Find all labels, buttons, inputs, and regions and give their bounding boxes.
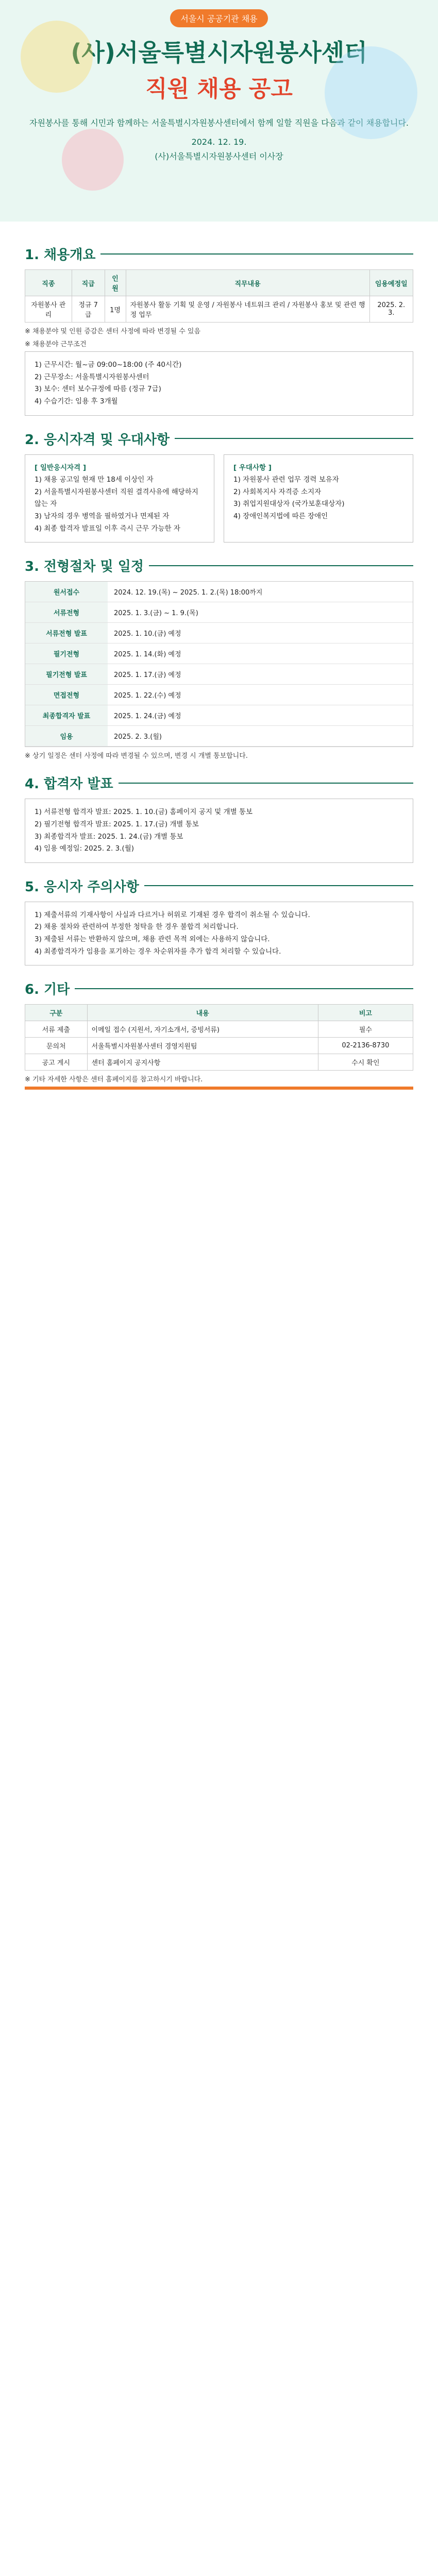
closing-note: ※ 기타 자세한 사항은 센터 홈페이지를 참고하시기 바랍니다. — [25, 1076, 203, 1084]
table-header-date: 임용예정일 — [369, 270, 413, 296]
step-stage: 원서접수 — [25, 582, 108, 602]
qualification-columns — [25, 454, 413, 543]
preference-item: 4) 장애인복지법에 따른 장애인 — [233, 512, 328, 520]
condition-item: 3) 보수: 센터 보수규정에 따름 (정규 7급) — [35, 385, 161, 394]
hero-decoration-blob — [21, 21, 93, 93]
section-1-note-2: ※ 채용분야 근무조건 — [25, 341, 87, 348]
step-stage: 서류전형 발표 — [25, 623, 108, 643]
table-cell-date: 2025. 2. 3. — [369, 296, 413, 323]
caution-box — [25, 902, 413, 966]
general-item: 1) 채용 공고일 현재 만 18세 이상인 자 — [35, 476, 154, 484]
etc-cell: 문의처 — [25, 1038, 88, 1054]
content — [0, 222, 438, 1110]
section-1-note-1: ※ 채용분야 및 인원 증감은 센터 사정에 따라 변경될 수 있음 — [25, 328, 201, 335]
section-5-header — [25, 876, 413, 895]
table-row — [25, 1038, 413, 1054]
preference-box — [224, 454, 413, 543]
etc-cell: 공고 게시 — [25, 1054, 88, 1071]
table-header-rank: 직급 — [72, 270, 105, 296]
section-divider — [144, 885, 413, 886]
etc-header: 내용 — [87, 1005, 318, 1021]
etc-header: 구분 — [25, 1005, 88, 1021]
section-4-header — [25, 773, 413, 792]
section-divider — [175, 438, 413, 439]
hero-org: (사)서울특별시자원봉사센터 이사장 — [155, 151, 283, 161]
section-3-title: 3. 전형절차 및 일정 — [25, 559, 144, 575]
preference-item: 3) 취업지원대상자 (국가보훈대상자) — [233, 500, 345, 509]
step-desc: 2025. 1. 17.(금) 예정 — [108, 664, 413, 685]
etc-table — [25, 1004, 413, 1071]
table-row — [25, 296, 413, 323]
table-cell-rank: 정규 7급 — [72, 296, 105, 323]
section-5-title: 5. 응시자 주의사항 — [25, 879, 139, 895]
step-stage: 최종합격자 발표 — [25, 705, 108, 726]
general-item: 2) 서울특별시자원봉사센터 직원 결격사유에 해당하지 않는 자 — [35, 487, 198, 509]
section-3-note: ※ 상기 일정은 센터 사정에 따라 변경될 수 있으며, 변경 시 개별 통보합니다. — [25, 752, 248, 760]
announcement-item: 2) 필기전형 합격자 발표: 2025. 1. 17.(금) 개별 통보 — [35, 820, 199, 828]
section-divider — [75, 988, 413, 989]
table-header-duty: 직무내용 — [126, 270, 369, 296]
etc-cell: 센터 홈페이지 공지사항 — [87, 1054, 318, 1071]
hero-org-title: (사)서울특별시자원봉사센터 — [71, 39, 367, 66]
condition-item: 2) 근무장소: 서울특별시자원봉사센터 — [35, 372, 149, 381]
general-qualification-box — [25, 454, 214, 543]
table-cell-duty: 자원봉사 활동 기획 및 운영 / 자원봉사 네트워크 관리 / 자원봉사 홍보 및 관련 행정 업무 — [126, 296, 369, 323]
general-qualification-title: [ 일반응시자격 ] — [35, 463, 86, 472]
section-divider — [100, 253, 413, 255]
section-divider — [119, 783, 413, 784]
section-1-title: 1. 채용개요 — [25, 247, 96, 263]
step-stage: 서류전형 — [25, 602, 108, 623]
hero-title: 직원 채용 공고 — [145, 76, 293, 103]
step-desc: 2025. 1. 24.(금) 예정 — [108, 705, 413, 726]
section-3-header — [25, 556, 413, 575]
preference-title: [ 우대사항 ] — [233, 463, 272, 472]
caution-item: 2) 채용 절차와 관련하여 부정한 청탁을 한 경우 불합격 처리합니다. — [35, 923, 239, 931]
step-desc: 2025. 2. 3.(월) — [108, 726, 413, 747]
hero-pill: 서울시 공공기관 채용 — [170, 9, 267, 27]
conditions-box — [25, 351, 413, 416]
etc-cell: 02-2136-8730 — [318, 1038, 413, 1054]
preference-item: 2) 사회복지사 자격증 소지자 — [233, 487, 322, 496]
schedule-steps — [25, 581, 413, 747]
etc-cell: 이메일 접수 (지원서, 자기소개서, 증빙서류) — [87, 1021, 318, 1038]
general-item: 4) 최종 합격자 발표일 이후 즉시 근무 가능한 자 — [35, 524, 180, 533]
hero-decoration-blob — [325, 46, 417, 139]
table-header-count: 인원 — [105, 270, 126, 296]
hero-lead: 자원봉사를 통해 시민과 함께하는 서울특별시자원봉사센터에서 함께 일할 직원을 다음과 같이 채용합니다. — [29, 118, 409, 128]
section-2-title: 2. 응시자격 및 우대사항 — [25, 432, 170, 448]
announcement-box — [25, 799, 413, 863]
table-row — [25, 1054, 413, 1071]
etc-header: 비고 — [318, 1005, 413, 1021]
announcement-item: 3) 최종합격자 발표: 2025. 1. 24.(금) 개별 통보 — [35, 832, 183, 841]
condition-item: 4) 수습기간: 임용 후 3개월 — [35, 397, 118, 405]
step-stage: 필기전형 발표 — [25, 664, 108, 685]
etc-cell: 필수 — [318, 1021, 413, 1038]
recruitment-table — [25, 269, 413, 323]
step-stage: 필기전형 — [25, 643, 108, 664]
section-divider — [149, 565, 413, 566]
step-desc: 2025. 1. 14.(화) 예정 — [108, 643, 413, 664]
step-stage: 임용 — [25, 726, 108, 747]
caution-item: 3) 제출된 서류는 반환하지 않으며, 채용 관련 목적 외에는 사용하지 않습니다. — [35, 935, 270, 943]
condition-item: 1) 근무시간: 월~금 09:00~18:00 (주 40시간) — [35, 361, 182, 369]
table-cell-type: 자원봉사 관리 — [25, 296, 72, 323]
step-stage: 면접전형 — [25, 685, 108, 705]
section-6-title: 6. 기타 — [25, 982, 70, 998]
general-item: 3) 남자의 경우 병역을 필하였거나 면제된 자 — [35, 512, 170, 520]
step-desc: 2025. 1. 22.(수) 예정 — [108, 685, 413, 705]
step-desc: 2024. 12. 19.(목) ~ 2025. 1. 2.(목) 18:00까지 — [108, 582, 413, 602]
step-desc: 2025. 1. 3.(금) ~ 1. 9.(목) — [108, 602, 413, 623]
section-2-header — [25, 429, 413, 448]
footer-divider — [25, 1087, 413, 1090]
section-6-header — [25, 979, 413, 998]
preference-item: 1) 자원봉사 관련 업무 경력 보유자 — [233, 476, 339, 484]
hero-banner — [0, 0, 438, 222]
caution-item: 1) 제출서류의 기재사항이 사실과 다르거나 허위로 기재된 경우 합격이 취소될 수 있습니다. — [35, 910, 310, 919]
table-row — [25, 1021, 413, 1038]
table-cell-count: 1명 — [105, 296, 126, 323]
announcement-item: 1) 서류전형 합격자 발표: 2025. 1. 10.(금) 홈페이지 공지 및 개별 통보 — [35, 808, 252, 817]
announcement-item: 4) 임용 예정일: 2025. 2. 3.(월) — [35, 844, 134, 853]
etc-cell: 서류 제출 — [25, 1021, 88, 1038]
etc-cell: 서울특별시자원봉사센터 경영지원팀 — [87, 1038, 318, 1054]
table-header-type: 직종 — [25, 270, 72, 296]
hero-decoration-blob — [62, 129, 124, 191]
section-1-header — [25, 244, 413, 263]
etc-cell: 수시 확인 — [318, 1054, 413, 1071]
caution-item: 4) 최종합격자가 임용을 포기하는 경우 차순위자를 추가 합격 처리할 수 있습니다. — [35, 947, 281, 956]
section-4-title: 4. 합격자 발표 — [25, 776, 113, 792]
hero-date: 2024. 12. 19. — [191, 137, 247, 147]
step-desc: 2025. 1. 10.(금) 예정 — [108, 623, 413, 643]
